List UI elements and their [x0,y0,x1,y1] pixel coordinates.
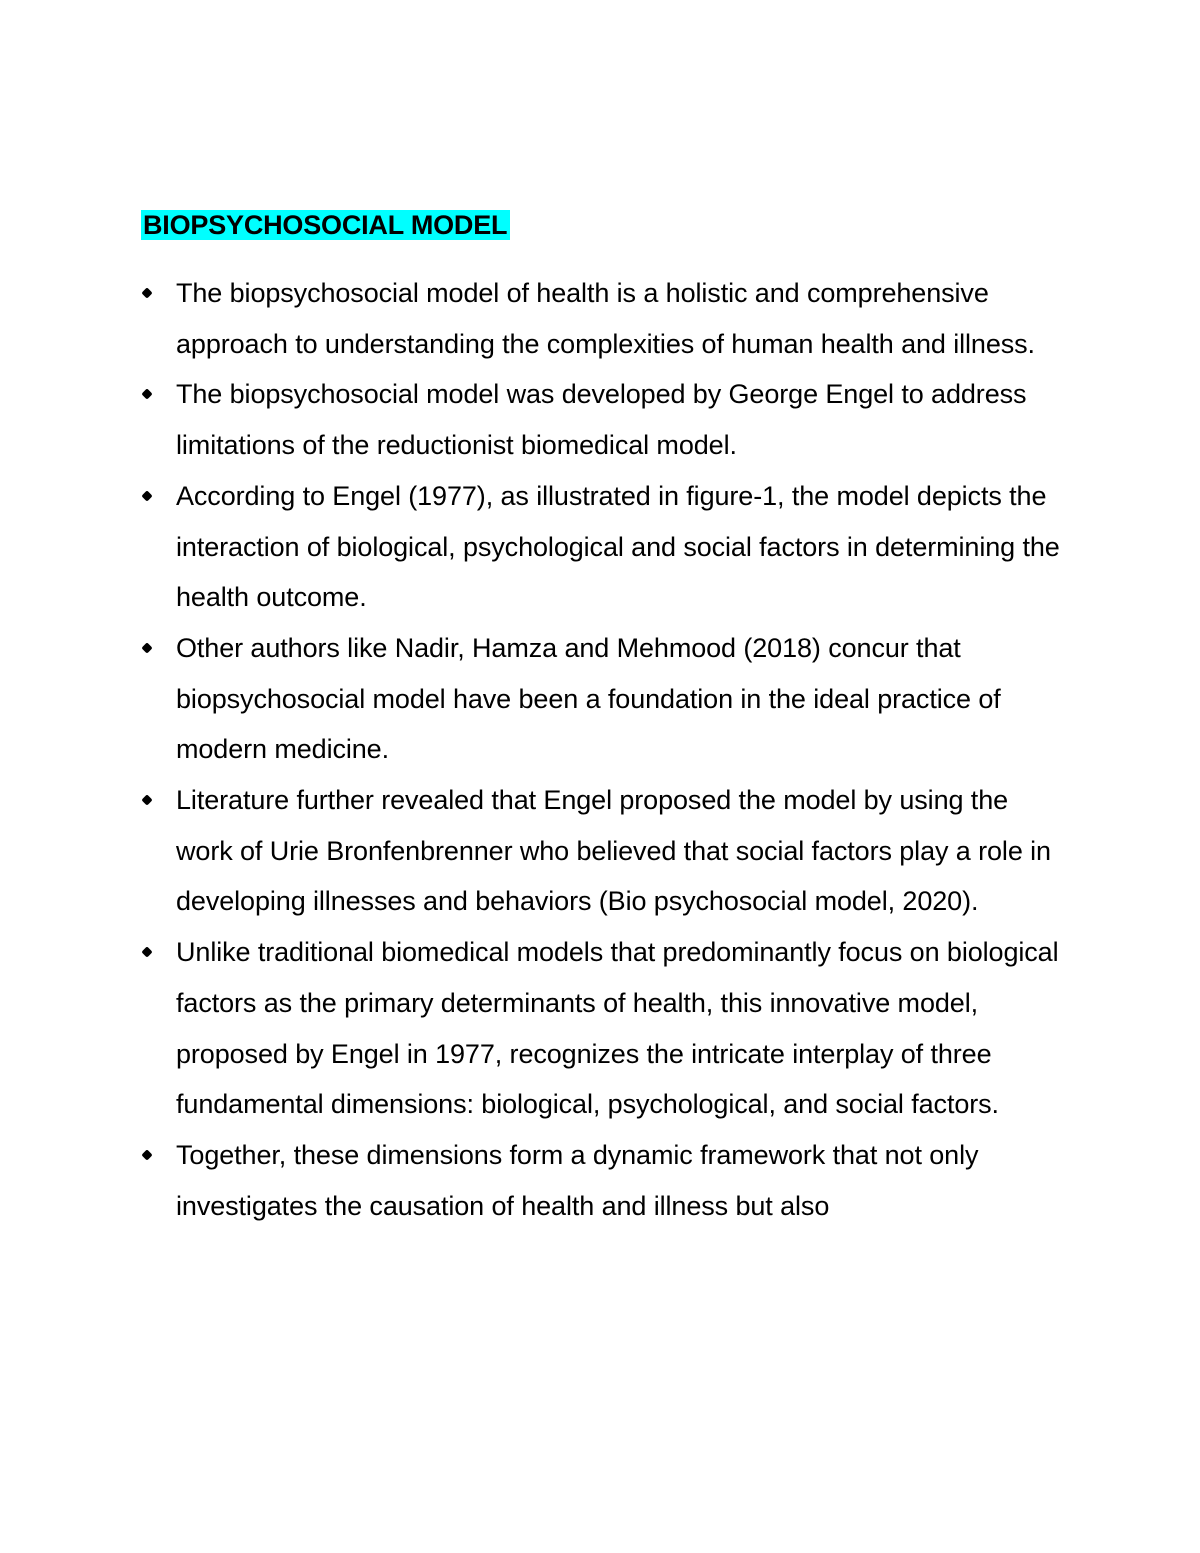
bullet-text: The biopsychosocial model was developed by George Engel to address limitations of the reductionist biomedical model. [176,379,1027,461]
bullet-text: According to Engel (1977), as illustrated in figure-1, the model depicts the interaction of biological, psychological and social factors in determining the health outcome. [176,480,1060,613]
bullet-icon [141,490,152,501]
bullet-item [141,471,1071,623]
bullet-item [141,369,1071,470]
bullet-text: The biopsychosocial model of health is a holistic and comprehensive approach to understanding the complexities of human health and illness. [176,278,1035,359]
bullet-icon [141,794,152,805]
bullet-text: Literature further revealed that Engel proposed the model by using the work of Urie Bronfenbrenner who believed that social factors play a role in developing illnesses and behaviors (Bio psychosocial model, 2020). [176,785,1051,917]
bullet-icon [141,1149,152,1160]
bullet-icon [141,642,152,653]
bullet-icon [141,287,152,298]
bullet-item [141,1130,1071,1231]
bullet-list [141,268,1071,1231]
bullet-text: Unlike traditional biomedical models that predominantly focus on biological factors as the primary determinants of health, this innovative model, proposed by Engel in 1977, recognizes the intricate interplay of three fundamental dimensions: biological, psychological, and social factors. [176,937,1059,1120]
bullet-item [141,623,1071,775]
bullet-icon [141,946,152,957]
bullet-icon [141,389,152,400]
bullet-item [141,775,1071,927]
bullet-item [141,927,1071,1130]
bullet-text: Other authors like Nadir, Hamza and Mehmood (2018) concur that biopsychosocial model have been a foundation in the ideal practice of modern medicine. [176,632,1001,765]
document-heading [141,206,510,244]
heading-highlight: BIOPSYCHOSOCIAL MODEL [141,210,510,240]
bullet-item [141,268,1071,369]
bullet-text: Together, these dimensions form a dynamic framework that not only investigates the causation of health and illness but also [176,1139,979,1221]
